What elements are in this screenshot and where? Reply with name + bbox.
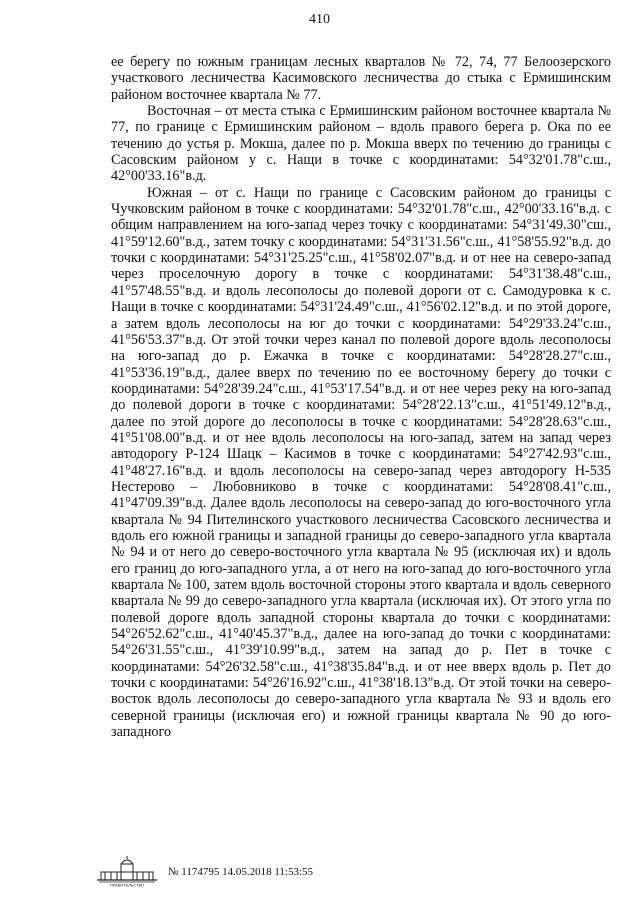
emblem-caption: ПРАВИТЕЛЬСТВО — [109, 882, 145, 887]
page-number: 410 — [309, 12, 330, 27]
paragraph-southern-border: Южная – от с. Нащи по границе с Сасовским районом до границы с Чучковским районом в точке с координатами: 54°32'01.78"с.ш., 42°00'33.16"в.д. с общим направлением на юго-запад через точку с координатами: 54°31'49.30"сш., 41°59'12.60"в.д., затем точку с координатами: 54°31'31.56"с.ш., 41°58'55.92"в.д. до точки с координатами: 54°31'25.25"с.ш., 41°58'02.07"в.д. и от нее на северо-запад через проселочную дорогу в точке с координатами: 54°31'38.48"с.ш., 41°57'48.55"в.д. и вдоль лесополосы до полевой дороги от с. Самодуровка к с. Нащи в точке с координатами: 54°31'24.49"с.ш., 41°56'02.12"в.д. и по этой дороге, а затем вдоль лесополосы на юг до точки с координатами: 54°29'33.24"с.ш., 41°56'53.37"в.д. От этой точки через канал по полевой дороге вдоль лесополосы на юго-запад до р. Ежачка в точке с координатами: 54°28'28.27"с.ш., 41°53'36.19"в.д., далее вверх по течению по ее восточному берегу до точки с координатами: 54°28'39.24"с.ш., 41°53'17.54"в.д. и от нее через реку на юго-запад до полевой дороги в точке с координатами: 54°28'22.13"с.ш., 41°51'49.12"в.д., далее по этой дороге до лесополосы в точке с координатами: 54°28'28.63"с.ш., 41°51'08.00"в.д. и от нее вдоль лесополосы на юго-запад, затем на запад через автодорогу Р-124 Шацк – Касимов в точке с координатами: 54°27'42.93"с.ш., 41°48'27.16"в.д. и вдоль лесополосы на северо-запад через автодорогу Н-535 Нестерово – Любовниково в точке с координатами: 54°28'08.41"с.ш., 41°47'09.39"в.д. Далее вдоль лесополосы на северо-запад до юго-восточного угла квартала № 94 Пителинского участкового лесничества Сасовского лесничества и вдоль его южной границы и западной границы до северо-западного угла квартала № 94 и от него до северо-восточного угла квартала № 95 (исключая их) и вдоль его границ до юго-западного угла, а от него на юго-запад до юго-восточного угла квартала № 100, затем вдоль восточной стороны этого квартала и вдоль северного квартала № 99 до северо-западного угла квартала (исключая их). От этого угла по полевой дороге вдоль западной стороны квартала до точки с координатами: 54°26'52.62"с.ш., 41°40'45.37"в.д., далее на юго-запад до точки с координатами: 54°26'31.55"с.ш., 41°39'10.99"в.д., затем на запад до р. Пет в точке с координатами: 54°26'32.58"с.ш., 41°38'35.84"в.д. и от нее вверх вдоль р. Пет до точки с координатами: 54°26'16.92"с.ш., 41°38'18.13"в.д. От этой точки на северо-восток вдоль лесополосы до северо-западного угла квартала № 93 и вдоль его северной границы (исключая его) и южной границы квартала № 90 до юго-западного — [111, 184, 611, 741]
document-body — [111, 54, 611, 740]
document-footer — [95, 855, 545, 889]
paragraph-continuation: ее берегу по южным границам лесных кварталов № 72, 74, 77 Белоозерского участкового лесничества Касимовского лесничества до стыка с Ермишинским районом восточнее квартала № 77. — [111, 54, 611, 103]
government-building-emblem-icon — [95, 855, 159, 887]
document-stamp: № 1174795 14.05.2018 11:53:55 — [168, 866, 314, 878]
paragraph-eastern-border: Восточная – от места стыка с Ермишинским районом восточнее квартала № 77, по границе с Ермишинским районом – вдоль правого берега р. Ока по ее течению до устья р. Мокша, далее по р. Мокша вверх по течению до границы с Сасовским районом у с. Нащи в точке с координатами: 54°32'01.78"с.ш., 42°00'33.16"в.д. — [111, 103, 611, 185]
